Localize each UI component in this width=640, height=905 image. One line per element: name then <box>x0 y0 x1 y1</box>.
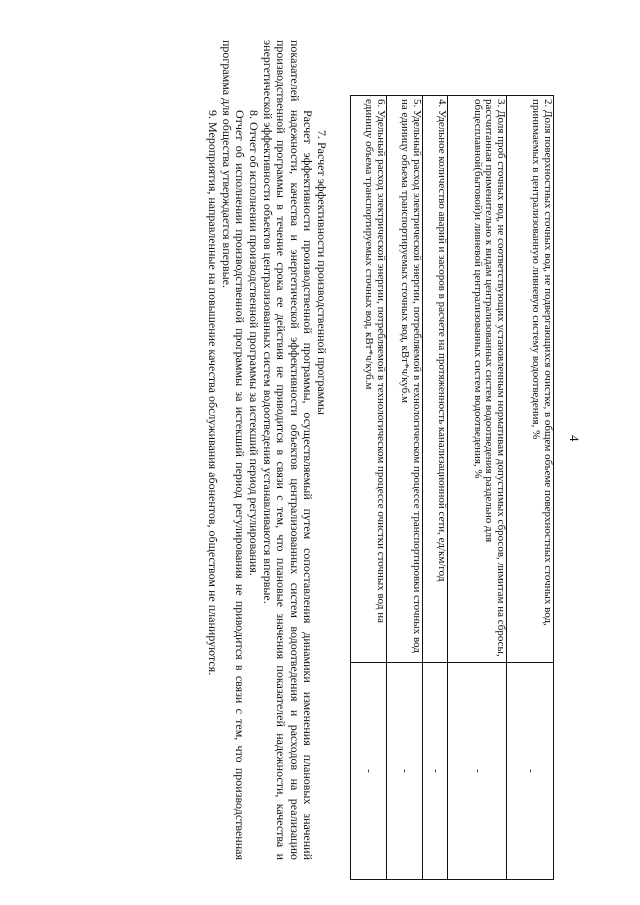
table-row <box>507 96 554 880</box>
table-row <box>351 96 387 880</box>
section-8-heading: 8. Отчет об исполнении производственной программы за истекший период регулирования. <box>247 110 262 576</box>
document-body <box>206 40 328 860</box>
table-row <box>423 96 448 880</box>
indicator-name: 4. Удельное количество аварий и засоров в расчете на протяженность канализационной сети, ед/км/год <box>423 96 448 663</box>
page-number: 4 <box>567 435 582 442</box>
indicator-value: - <box>507 663 554 880</box>
table-row <box>387 96 423 880</box>
indicator-name: 3. Доля проб сточных вод, не соответствующих установленным нормативам допустимых сбросов, лимитам на сбросы, рассчитанная применительно к видам централизованных систем водоотведения раздельно для общесплавной(бытовой)и ливневой централизованных систем водоотведения, % <box>448 96 507 663</box>
indicator-value: - <box>448 663 507 880</box>
indicator-value: - <box>387 663 423 880</box>
indicator-name: 5. Удельный расход электрической энергии, потребляемой в технологическом процессе транспортировки сточных вод на единицу объема транспортируемых сточных вод, кВт*ч/куб.м <box>387 96 423 663</box>
table-row <box>448 96 507 880</box>
section-7-text: Расчет эффективности производственной программы, осуществляемый путем сопоставления динамики изменения плановых значений показателей надежности, качества и энергетической эффективности объектов централизованных систем водоотведения и расходов на реализацию производственной программы в течение срока ее действия не приводится в связи с тем, что плановые значения показателей надежности, качества и энергетической эффективности объектов централизованных систем водоотведения устанавливаются впервые. <box>260 40 316 860</box>
section-7-heading: 7. Расчет эффективности производственной программы <box>315 130 329 415</box>
section-9-text: 9. Мероприятия, направленные на повышение качества обслуживания абонентов, обществом не планируются. <box>206 110 221 676</box>
indicator-value: - <box>423 663 448 880</box>
indicator-name: 2. Доля поверхностных сточных вод, не подвергающихся очистке, в общем объеме поверхностных сточных вод, принимаемых в централизованную ливневую систему водоотведения, % <box>507 96 554 663</box>
indicator-name: 6. Удельный расход электрической энергии, потребляемой в технологическом процессе очистки сточных вод на единицу объема транспортируемых сточных вод, кВт*ч/куб.м <box>351 96 387 663</box>
section-8-text: Отчет об исполнении производственной программы за истекший период регулирования не приводится в связи с тем, что производственная программа для общества утверждается впервые. <box>219 40 248 860</box>
indicators-table <box>350 95 554 880</box>
indicator-value: - <box>351 663 387 880</box>
